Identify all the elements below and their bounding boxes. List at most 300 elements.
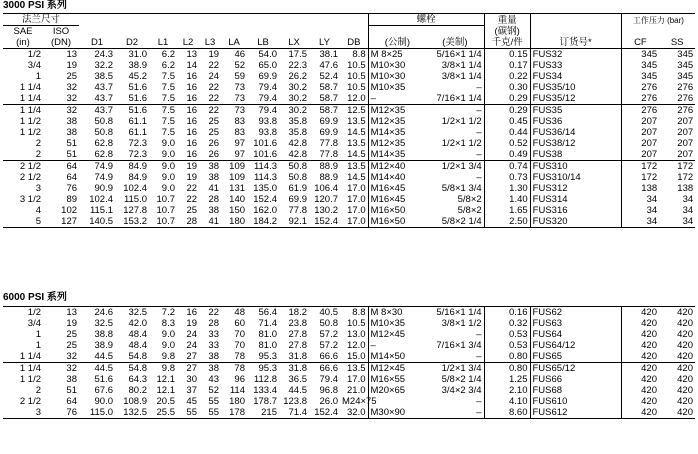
cell-order-no: FUS310/14	[530, 172, 621, 183]
header-flange-size: 法兰尺寸	[3, 14, 79, 26]
cell-order-no: FUS63	[530, 318, 621, 329]
header-l1: L1	[149, 37, 177, 49]
cell-order-no: FUS314	[530, 194, 621, 205]
cell-weight: 0.16	[484, 307, 530, 319]
cell-bolt-imperial: –	[426, 105, 484, 117]
cell-ly: 69.9	[319, 116, 339, 127]
cell-bolt-imperial: 1/2×1 1/2	[441, 138, 482, 149]
cell-bolt-metric	[368, 396, 426, 407]
cell-l3: 41	[208, 183, 220, 194]
cell-order-no: FUS320	[530, 216, 621, 228]
cell-lb: 81.0	[258, 329, 277, 340]
cell-d2: 127.8	[123, 205, 148, 216]
cell-bolt-imperial: 5/8×2 1/4	[441, 374, 482, 385]
cell-order-no: FUS35/10	[530, 82, 621, 93]
cell-d2: 84.9	[128, 172, 148, 183]
cell-weight: 4.10	[484, 396, 530, 407]
cell-lb: 79.4	[258, 93, 278, 104]
cell-ss: 172	[677, 172, 694, 183]
cell-lx: 92.1	[279, 216, 309, 228]
cell-l3: 55	[199, 407, 221, 419]
cell-db: 13.5	[347, 138, 366, 149]
cell-bolt-imperial: 5/8×2 1/4	[426, 216, 484, 228]
cell-l2: 24	[186, 340, 197, 351]
cell-la: 78	[234, 351, 245, 362]
cell-d1: 32.5	[94, 318, 113, 329]
cell-bolt-metric: M10×35	[368, 318, 426, 329]
cell-sae: 1 1/4	[19, 351, 41, 362]
cell-cf: 276	[621, 93, 659, 105]
cell-bolt-imperial: –	[476, 329, 482, 340]
cell-l1: 9.0	[161, 172, 176, 183]
cell-iso: 32	[66, 82, 78, 93]
cell-lx: 18.2	[279, 307, 309, 319]
cell-l1: 9.0	[161, 149, 176, 160]
cell-bolt-imperial: 3/8×1 1/4	[441, 60, 482, 71]
cell-cf: 420	[621, 374, 659, 385]
cell-la: 178	[221, 407, 247, 419]
cell-db: 32.0	[340, 407, 368, 419]
cell-l1: 9.8	[161, 351, 175, 362]
cell-sae: 1 1/4	[3, 105, 43, 117]
cell-d1: 50.8	[94, 127, 114, 138]
cell-d1: 51.6	[94, 374, 113, 385]
cell-bolt-imperial: –	[476, 351, 482, 362]
cell-iso: 64	[66, 172, 78, 183]
cell-db: 10.5	[347, 60, 366, 71]
cell-weight: 0.80	[484, 363, 530, 375]
cell-sae: 1/2	[27, 49, 41, 60]
cell-sae: 1 1/2	[19, 127, 41, 138]
cell-d1: 74.9	[79, 161, 115, 173]
cell-d2: 51.6	[115, 105, 149, 117]
header-bolt-metric: (公制)	[368, 37, 426, 49]
cell-lx: 30.2	[279, 105, 309, 117]
cell-ly: 120.7	[314, 194, 339, 205]
cell-lx: 77.8	[288, 205, 308, 216]
cell-weight: 1.25	[484, 374, 530, 385]
cell-db: 13.5	[347, 116, 366, 127]
cell-db: 15.0	[347, 351, 366, 362]
cell-order-no: FUS35	[530, 105, 621, 117]
cell-l2: 55	[177, 407, 199, 419]
cell-bolt-imperial: 3/8×1 1/4	[441, 71, 482, 82]
spec-table-3000psi	[3, 13, 695, 228]
cell-lx: 71.4	[279, 407, 309, 419]
cell-ly: 106.4	[314, 183, 339, 194]
cell-bolt-metric: M16×45	[368, 183, 426, 194]
cell-sae: 3 1/2	[19, 194, 41, 205]
cell-db: 12.0	[347, 93, 366, 104]
cell-order-no: FUS32	[530, 49, 621, 61]
cell-cf: 207	[621, 116, 659, 127]
cell-order-no: FUS34	[530, 71, 621, 82]
cell-order-no: FUS312	[530, 183, 621, 194]
cell-weight: 1.65	[484, 205, 530, 216]
cell-weight: 0.44	[484, 127, 530, 138]
cell-d2: 72.3	[128, 138, 148, 149]
cell-lx: 30.2	[288, 82, 308, 93]
cell-la: 60	[234, 318, 245, 329]
cell-lx: 44.5	[288, 385, 307, 396]
table-row	[3, 138, 695, 149]
cell-ly: 57.2	[319, 329, 338, 340]
cell-bolt-imperial: 5/16×1 1/4	[426, 307, 484, 319]
cell-l3: 25	[208, 116, 220, 127]
cell-ss: 345	[677, 49, 694, 60]
table-row	[3, 318, 695, 329]
cell-la: 73	[234, 82, 246, 93]
header-sae: SAE	[13, 26, 33, 37]
table-row	[3, 82, 695, 93]
cell-lx: 26.2	[288, 71, 308, 82]
cell-sae: 2	[35, 138, 41, 149]
section-title-3000psi: 3000 PSI 系列	[3, 0, 67, 11]
table-row	[3, 385, 695, 396]
cell-ly: 40.5	[309, 307, 340, 319]
cell-lb: 79.4	[247, 105, 279, 117]
header-iso: ISO	[52, 26, 70, 37]
cell-sae: 1/2	[3, 307, 43, 319]
cell-l3: 38	[199, 161, 221, 173]
cell-ss: 207	[677, 149, 694, 160]
table-row	[3, 93, 695, 105]
cell-l2: 28	[177, 216, 199, 228]
table-row	[3, 149, 695, 161]
spec-table-3000psi-body	[3, 49, 695, 228]
cell-ss: 420	[677, 396, 693, 407]
cell-ss: 172	[659, 161, 695, 173]
cell-ly: 66.6	[319, 351, 338, 362]
cell-weight: 0.15	[484, 49, 530, 61]
cell-ly: 69.9	[319, 127, 339, 138]
cell-ss: 420	[677, 351, 693, 362]
cell-lb: 133.4	[253, 385, 277, 396]
cell-l2: 27	[186, 351, 197, 362]
cell-lb: 93.8	[258, 127, 278, 138]
cell-la: 73	[234, 93, 246, 104]
cell-order-no: FUS64	[530, 329, 621, 340]
cell-bolt-metric: M10×35	[368, 82, 426, 93]
cell-ly: 47.6	[319, 60, 339, 71]
cell-l3: 26	[208, 149, 220, 160]
cell-bolt-metric: M16×45	[368, 194, 426, 205]
cell-db: 10.5	[347, 71, 366, 82]
cell-l2: 27	[177, 363, 199, 375]
cell-bolt-metric: M12×45	[368, 363, 426, 375]
header-iso-unit: (DN)	[43, 37, 79, 49]
cell-d1: 102.4	[89, 194, 114, 205]
cell-l2: 24	[186, 329, 197, 340]
cell-lx: 61.9	[288, 183, 308, 194]
cell-db: 8.8	[340, 307, 368, 319]
cell-l1: 7.2	[149, 307, 177, 319]
cell-lb: 135.0	[253, 183, 278, 194]
cell-l1: 20.5	[156, 396, 175, 407]
cell-iso: 89	[66, 194, 78, 205]
cell-ly: 58.7	[309, 105, 340, 117]
spec-table-6000psi	[3, 306, 695, 419]
cell-ss: 34	[682, 194, 694, 205]
cell-l1: 7.5	[161, 82, 176, 93]
cell-sae: 1 1/4	[3, 363, 43, 375]
cell-lb: 93.8	[258, 116, 278, 127]
cell-d2: 42.0	[128, 318, 147, 329]
table-row	[3, 60, 695, 71]
cell-weight: 0.22	[484, 71, 530, 82]
cell-order-no: FUS33	[530, 60, 621, 71]
cell-cf: 172	[621, 172, 659, 183]
cell-lx: 23.8	[288, 318, 307, 329]
cell-lb: 56.4	[247, 307, 279, 319]
cell-l3: 41	[199, 216, 221, 228]
cell-db: 21.0	[347, 385, 366, 396]
cell-d1: 62.8	[94, 138, 114, 149]
cell-d1: 90.9	[94, 183, 114, 194]
cell-iso: 76	[66, 183, 78, 194]
cell-d1: 38.8	[94, 329, 113, 340]
cell-bolt-imperial: 3/8×1 1/2	[441, 318, 482, 329]
cell-d1: 38.5	[94, 71, 114, 82]
cell-l2: 37	[186, 385, 197, 396]
cell-d2: 61.1	[128, 127, 148, 138]
cell-bolt-imperial: –	[426, 407, 484, 419]
cell-order-no: FUS38/12	[530, 138, 621, 149]
section-title-6000psi: 6000 PSI 系列	[3, 292, 67, 303]
cell-la: 140	[229, 194, 246, 205]
cell-sae: 2 1/2	[19, 172, 41, 183]
cell-ss: 420	[677, 329, 693, 340]
cell-l2: 16	[177, 105, 199, 117]
cell-l2: 19	[186, 318, 197, 329]
cell-l1: 7.5	[161, 127, 176, 138]
cell-iso: 25	[66, 329, 77, 340]
header-order-no: 订货号*	[530, 37, 621, 49]
cell-cf: 34	[621, 216, 659, 228]
table-row	[3, 105, 695, 117]
cell-d2: 38.9	[128, 60, 148, 71]
cell-order-no: FUS64/12	[530, 340, 621, 351]
cell-db: 13.5	[340, 363, 368, 375]
cell-cf: 172	[621, 161, 659, 173]
cell-ly: 58.7	[319, 93, 339, 104]
table-row	[3, 307, 695, 319]
cell-lx: 27.8	[288, 340, 307, 351]
cell-cf: 138	[621, 183, 659, 194]
cell-d2: 51.6	[128, 82, 148, 93]
cell-bolt-metric: M12×35	[368, 105, 426, 117]
cell-db: 17.0	[347, 374, 366, 385]
cell-l2: 16	[186, 71, 198, 82]
cell-l3: 55	[208, 396, 219, 407]
cell-l2: 22	[186, 183, 198, 194]
header-ly: LY	[309, 37, 340, 49]
cell-bolt-metric: M10×30	[368, 60, 426, 71]
cell-lb: 184.2	[247, 216, 279, 228]
table-row	[3, 329, 695, 340]
cell-la: 97	[234, 138, 246, 149]
cell-l1: 7.5	[161, 116, 176, 127]
cell-la: 96	[234, 374, 245, 385]
cell-db: 12.5	[340, 105, 368, 117]
cell-l2: 13	[186, 49, 198, 60]
cell-la: 46	[234, 49, 246, 60]
cell-l2: 16	[186, 82, 198, 93]
cell-sae: 1	[35, 340, 41, 351]
cell-order-no: FUS36/14	[530, 127, 621, 138]
cell-order-no: FUS612	[530, 407, 621, 419]
cell-l1: 9.0	[161, 340, 175, 351]
cell-db: 8.8	[352, 49, 366, 60]
cell-d2: 153.2	[115, 216, 149, 228]
header-weight-material: (碳钢)	[484, 26, 530, 38]
cell-lb: 79.4	[258, 82, 278, 93]
cell-order-no: FUS36	[530, 116, 621, 127]
cell-lx: 35.8	[288, 127, 308, 138]
cell-iso: 32	[43, 105, 79, 117]
cell-iso: 51	[66, 385, 77, 396]
cell-weight: 0.80	[484, 351, 530, 363]
table-row	[3, 127, 695, 138]
cell-iso: 13	[66, 49, 78, 60]
cell-l3: 26	[208, 138, 220, 149]
cell-iso: 38	[66, 374, 77, 385]
cell-ly: 52.4	[319, 71, 339, 82]
cell-lb: 112.8	[253, 374, 277, 385]
cell-lx: 17.5	[288, 49, 308, 60]
cell-l3: 33	[208, 329, 219, 340]
cell-bolt-metric: M10×30	[368, 71, 426, 82]
cell-order-no: FUS35/12	[530, 93, 621, 105]
cell-iso: 32	[66, 93, 78, 104]
header-ss: SS	[659, 37, 695, 49]
cell-l3: 38	[208, 205, 220, 216]
cell-ly: 58.7	[319, 82, 339, 93]
cell-weight: 0.52	[484, 138, 530, 149]
cell-d1: 43.7	[94, 82, 114, 93]
cell-lb: 69.9	[258, 71, 278, 82]
cell-cf: 345	[621, 49, 659, 61]
cell-d1: 24.6	[79, 307, 115, 319]
cell-la: 114	[229, 385, 245, 396]
cell-la: 70	[234, 340, 245, 351]
cell-iso: 76	[43, 407, 79, 419]
cell-ss: 34	[659, 216, 695, 228]
cell-l3: 24	[208, 71, 220, 82]
cell-cf: 420	[621, 318, 659, 329]
cell-iso: 25	[66, 340, 77, 351]
cell-ly: 26.0	[319, 396, 338, 407]
cell-la: 52	[234, 60, 246, 71]
table-row	[3, 407, 695, 419]
cell-db: 13.0	[347, 329, 366, 340]
cell-cf: 420	[621, 340, 659, 351]
cell-bolt-metric: M14×35	[368, 149, 426, 161]
cell-weight: 0.30	[484, 82, 530, 93]
cell-ss: 207	[677, 127, 694, 138]
cell-d2: 48.4	[128, 329, 147, 340]
cell-lx: 69.9	[288, 194, 308, 205]
cell-lb: 215	[247, 407, 279, 419]
header-l3: L3	[199, 37, 221, 49]
cell-sae: 1	[35, 71, 41, 82]
cell-iso: 102	[61, 205, 78, 216]
cell-l2: 16	[186, 127, 198, 138]
cell-l2: 16	[186, 149, 198, 160]
cell-cf: 207	[621, 138, 659, 149]
cell-ss: 420	[677, 340, 693, 351]
cell-sae: 2	[35, 385, 41, 396]
table-row	[3, 183, 695, 194]
cell-iso: 64	[66, 396, 77, 407]
cell-l2: 16	[186, 93, 198, 104]
table-row	[3, 351, 695, 363]
header-weight: 重量	[484, 14, 530, 26]
cell-l1: 9.0	[161, 183, 176, 194]
cell-ss: 420	[677, 374, 693, 385]
cell-sae: 5	[3, 216, 43, 228]
cell-l1: 6.2	[161, 60, 176, 71]
cell-ss: 276	[677, 82, 694, 93]
cell-order-no: FUS65	[530, 351, 621, 363]
cell-lx: 27.8	[288, 329, 307, 340]
cell-la: 70	[234, 329, 245, 340]
cell-l3: 25	[208, 127, 220, 138]
table-row	[3, 161, 695, 173]
cell-db: 17.0	[347, 183, 366, 194]
cell-d2: 108.9	[123, 396, 147, 407]
cell-d1: 50.8	[94, 116, 114, 127]
cell-ss: 420	[659, 307, 695, 319]
cell-ly: 88.9	[309, 161, 340, 173]
cell-d1: 115.0	[79, 407, 115, 419]
cell-l3: 33	[208, 340, 219, 351]
cell-bolt-metric: M30×90	[368, 407, 426, 419]
table-row	[3, 71, 695, 82]
cell-l2: 30	[186, 374, 197, 385]
cell-cf: 345	[621, 71, 659, 82]
cell-d1: 43.7	[94, 93, 114, 104]
cell-iso: 51	[66, 138, 78, 149]
cell-la: 180	[229, 396, 245, 407]
cell-iso: 32	[66, 351, 77, 362]
cell-weight: 1.40	[484, 194, 530, 205]
header-bolt-imperial: (美制)	[426, 37, 484, 49]
cell-l1: 6.2	[161, 49, 176, 60]
cell-sae: 1 1/2	[19, 116, 41, 127]
header-l2: L2	[177, 37, 199, 49]
cell-order-no: FUS68	[530, 385, 621, 396]
cell-la: 97	[234, 149, 246, 160]
cell-l2: 19	[177, 161, 199, 173]
header-la: LA	[221, 37, 247, 49]
cell-d1: 90.0	[94, 396, 113, 407]
table-row	[3, 340, 695, 351]
cell-db: 14.5	[347, 149, 366, 160]
cell-lb: 178.7	[253, 396, 277, 407]
cell-bolt-metric: –	[368, 340, 426, 351]
cell-iso: 38	[66, 127, 78, 138]
cell-l1: 7.5	[161, 93, 176, 104]
cell-iso: 32	[43, 363, 79, 375]
table-row	[3, 363, 695, 375]
cell-l3: 22	[199, 307, 221, 319]
cell-ly: 79.4	[319, 374, 338, 385]
cell-l3: 38	[208, 351, 219, 362]
cell-d2: 132.5	[115, 407, 149, 419]
cell-d1: 140.5	[79, 216, 115, 228]
cell-l1: 12.1	[156, 385, 175, 396]
